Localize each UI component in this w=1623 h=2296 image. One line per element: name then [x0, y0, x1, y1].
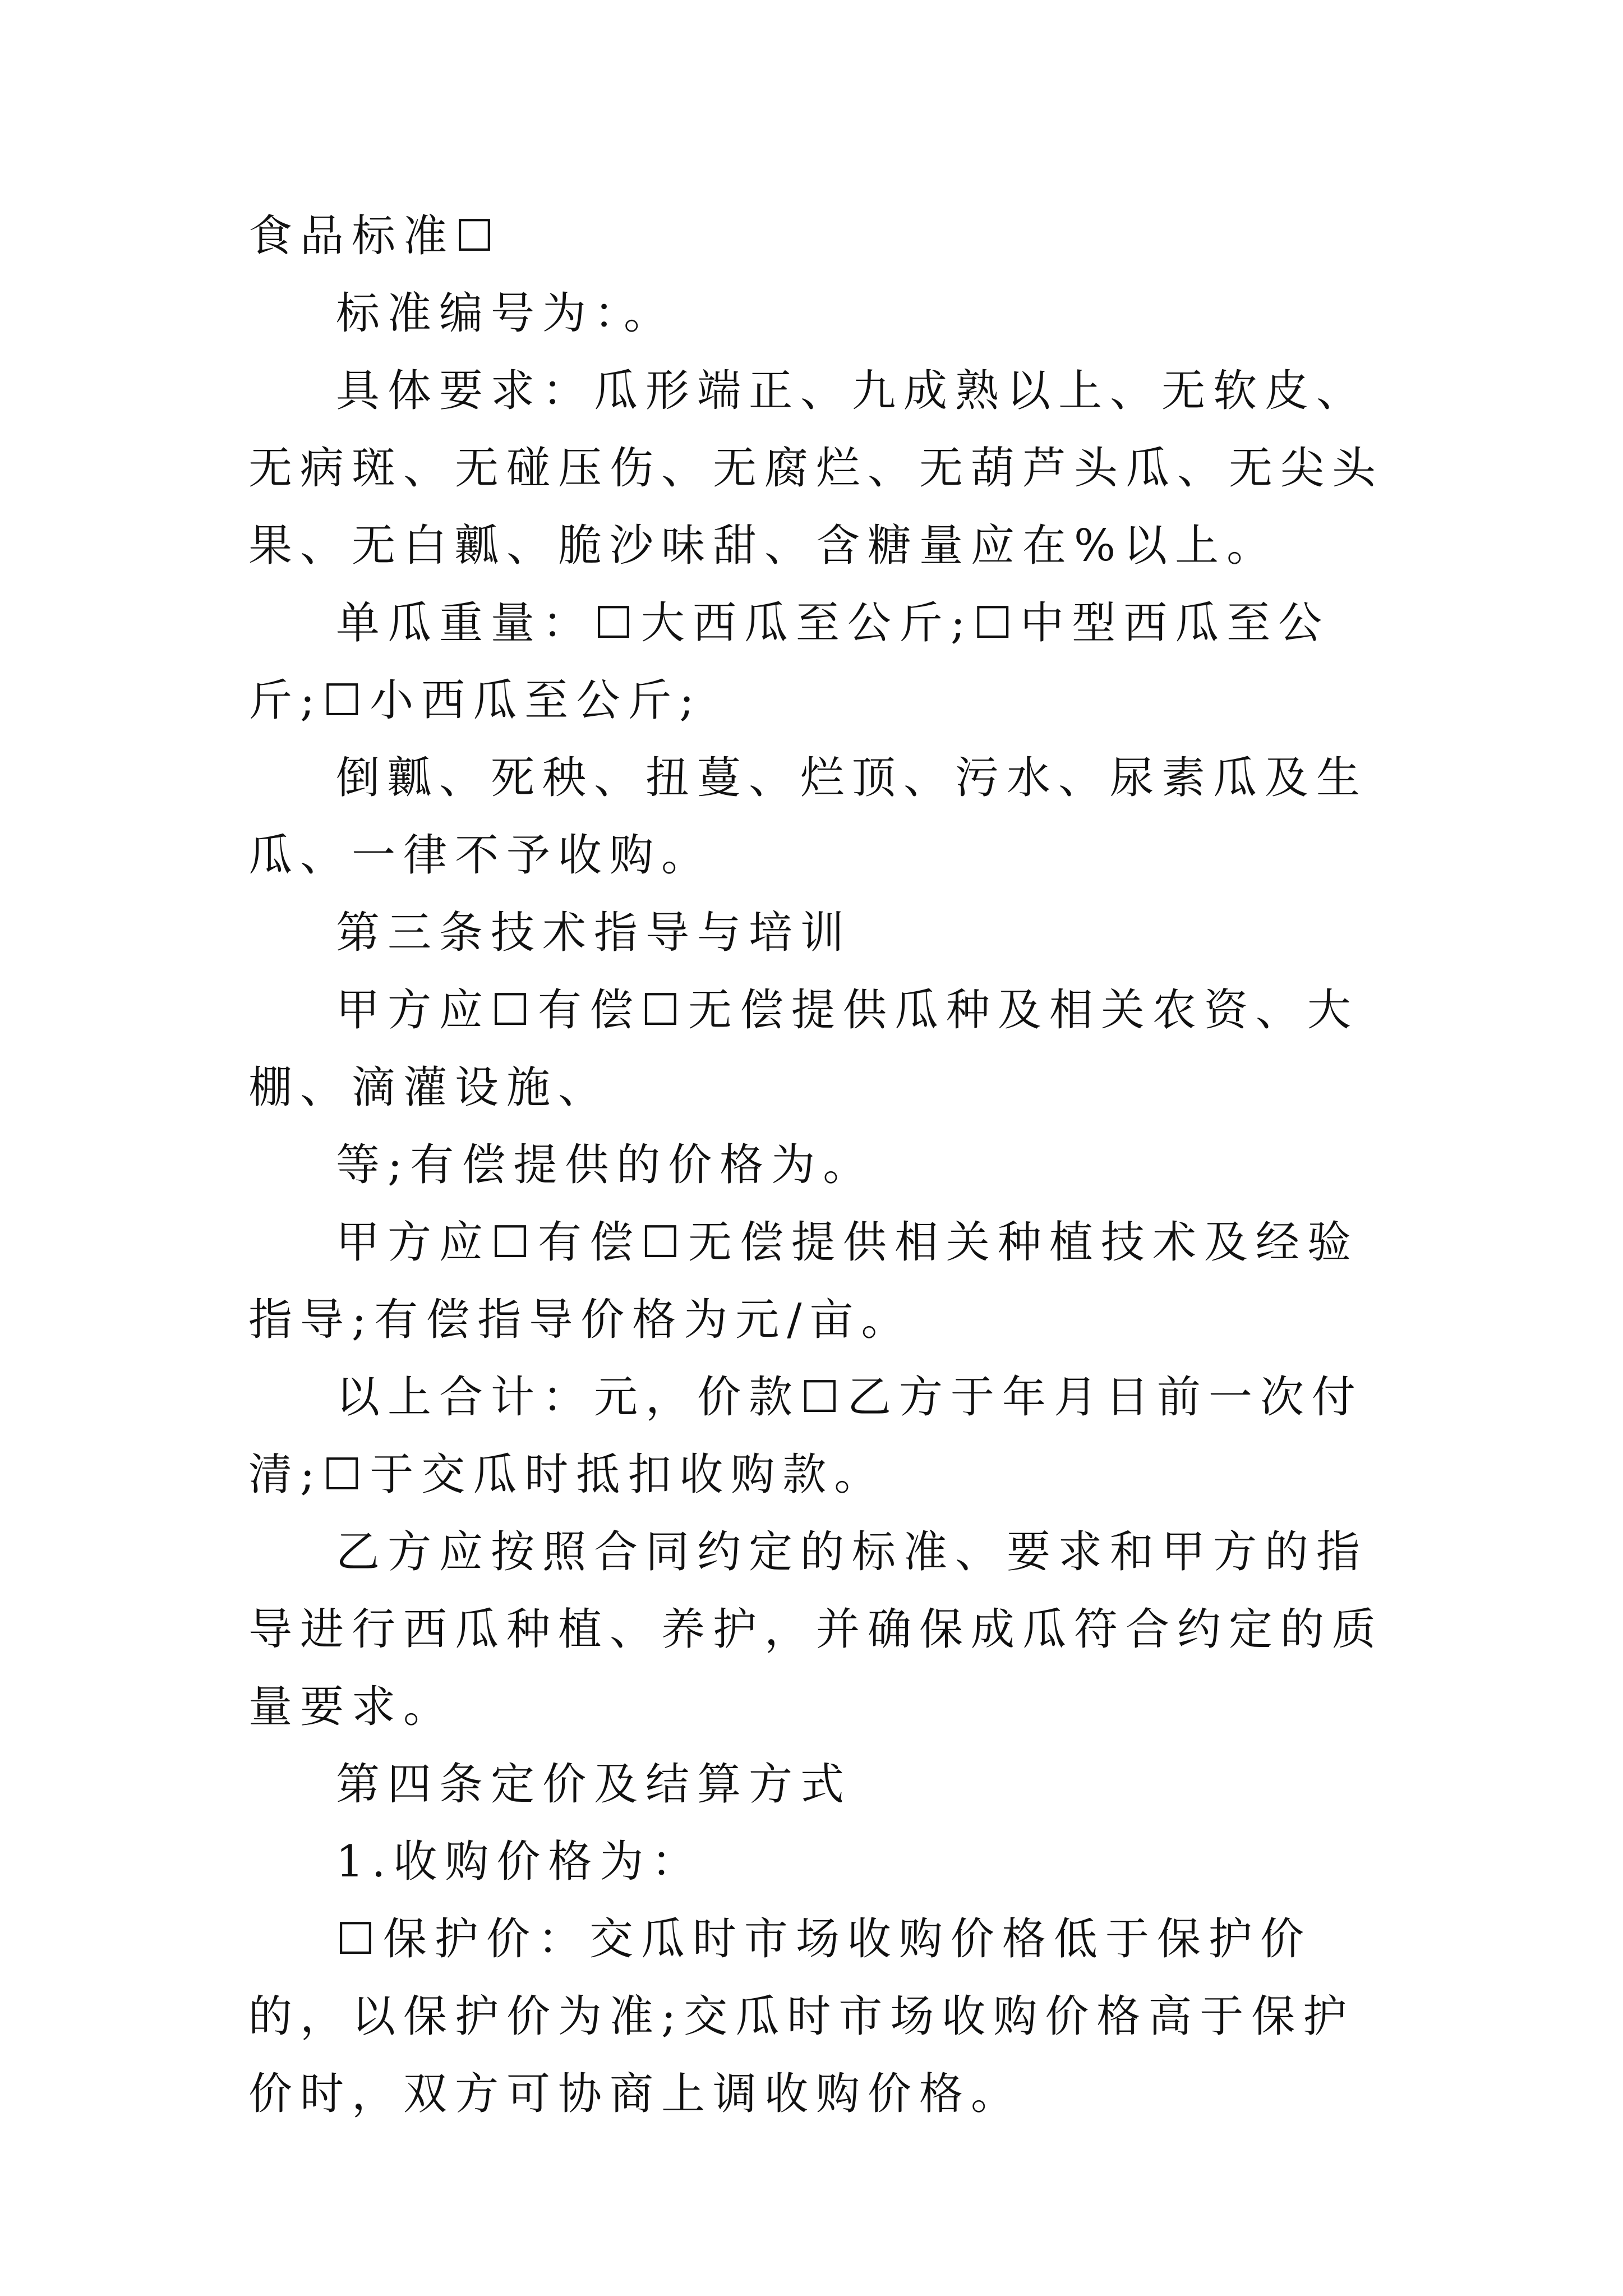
- section-heading-article-3: 第三条技术指导与培训: [336, 908, 852, 958]
- paragraph-rejected-melons: 倒瓤、死秧、扭蔓、烂顶、污水、尿素瓜及生瓜、一律不予收购。: [248, 753, 1368, 881]
- paragraph-food-standard: 食品标准☐: [248, 211, 502, 261]
- paragraph-specific-requirements: 具体要求：瓜形端正、九成熟以上、无软皮、无病斑、无碰压伤、无腐烂、无葫芦头瓜、无尖头果、无白瓤、脆沙味甜、含糖量应在%以上。: [248, 366, 1384, 571]
- paragraph-standard-number: 标准编号为：。: [336, 288, 676, 339]
- section-heading-article-4: 第四条定价及结算方式: [336, 1759, 852, 1810]
- paragraph-seeds-supplies: 甲方应☐有偿☐无偿提供瓜种及相关农资、大棚、滴灌设施、: [248, 985, 1359, 1113]
- document-body: [248, 197, 1393, 2133]
- paragraph-total-payment: 以上合计：元，价款☐乙方于年月日前一次付清;☐于交瓜时抵扣收购款。: [248, 1372, 1363, 1500]
- paragraph-protection-price: ☐保护价：交瓜时市场收购价格低于保护价的，以保护价为准;交瓜时市场收购价格高于保护价时，双方可协商上调收购价格。: [248, 1914, 1355, 2119]
- paragraph-party-b-obligations: 乙方应按照合同约定的标准、要求和甲方的指导进行西瓜种植、养护，并确保成瓜符合约定的质量要求。: [248, 1527, 1384, 1732]
- paragraph-purchase-price: 1.收购价格为：: [336, 1837, 703, 1887]
- paragraph-technical-guidance: 甲方应☐有偿☐无偿提供相关种植技术及经验指导;有偿指导价格为元/亩。: [248, 1217, 1359, 1345]
- paragraph-paid-supply-price: 等;有偿提供的价格为。: [336, 1140, 875, 1190]
- paragraph-single-melon-weight: 单瓜重量：☐大西瓜至公斤;☐中型西瓜至公斤;☐小西瓜至公斤;: [248, 598, 1330, 726]
